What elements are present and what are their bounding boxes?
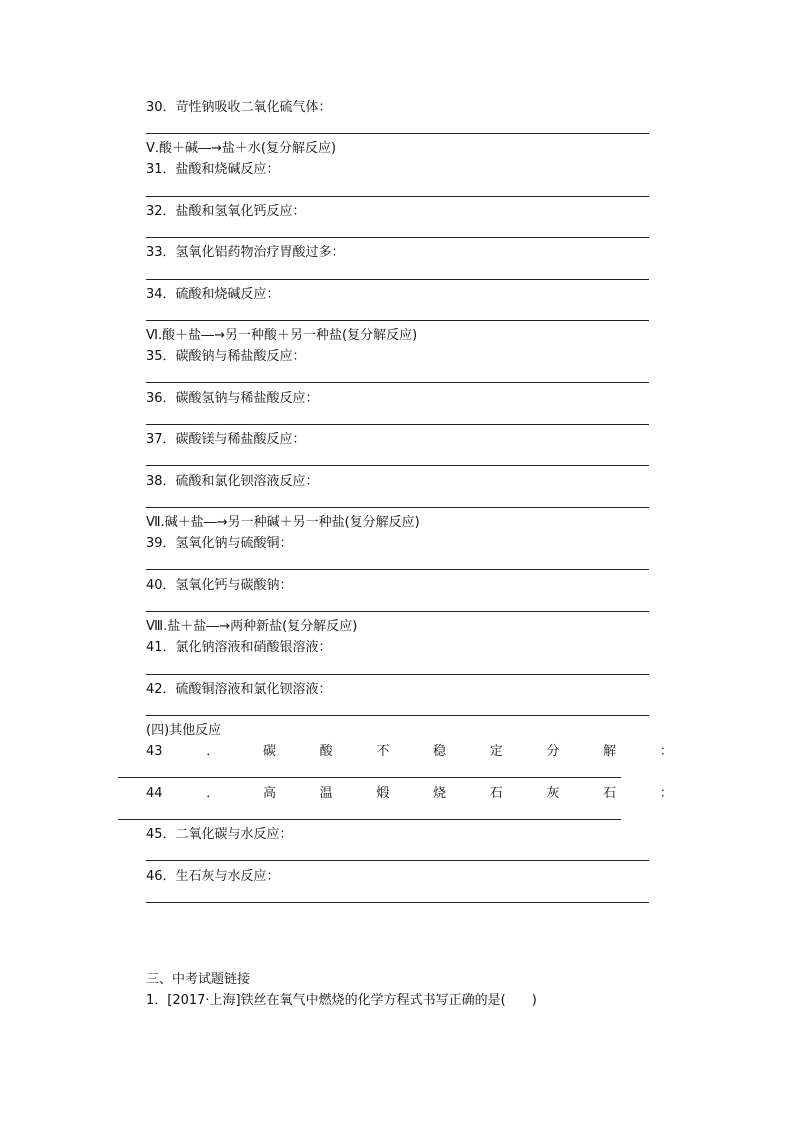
- section-other-heading: (四)其他反应: [146, 723, 222, 738]
- answer-line-37: [146, 465, 649, 466]
- q43-part: 碳: [262, 744, 276, 759]
- q43-part: 酸: [319, 744, 333, 759]
- q44-part: 石: [489, 786, 503, 801]
- answer-line-34: [146, 320, 649, 321]
- question-44: [146, 786, 673, 802]
- q43-part: 定: [489, 744, 503, 759]
- q43-part: 不: [376, 744, 390, 759]
- answer-line-41: [146, 674, 649, 675]
- answer-line-46: [146, 902, 649, 903]
- q44-part: 灰: [546, 786, 560, 801]
- q43-part: 解: [603, 744, 617, 759]
- answer-line-33: [146, 279, 649, 280]
- question-39: 39．氢氧化钠与硫酸铜：: [146, 536, 293, 551]
- answer-line-40: [146, 611, 649, 612]
- q43-part: 分: [546, 744, 560, 759]
- exam-question-1: 1．[2017·上海]铁丝在氧气中燃烧的化学方程式书写正确的是( ): [146, 993, 537, 1008]
- question-38: 38．硫酸和氯化钡溶液反应：: [146, 474, 319, 489]
- question-45: 45．二氧化碳与水反应：: [146, 827, 293, 842]
- question-37: 37．碳酸镁与稀盐酸反应：: [146, 432, 306, 447]
- question-31: 31．盐酸和烧碱反应：: [146, 162, 280, 177]
- section-7-heading: Ⅶ.碱＋盐―→另一种碱＋另一种盐(复分解反应): [146, 515, 420, 530]
- question-46: 46．生石灰与水反应：: [146, 869, 280, 884]
- question-41: 41．氯化钠溶液和硝酸银溶液：: [146, 640, 332, 655]
- q44-part: 烧: [433, 786, 447, 801]
- q44-part: ：: [659, 786, 673, 801]
- section-5-heading: Ⅴ.酸＋碱―→盐＋水(复分解反应): [146, 141, 337, 156]
- q43-part: ．: [206, 744, 220, 759]
- answer-line-32: [146, 237, 649, 238]
- answer-line-36: [146, 424, 649, 425]
- section-8-heading: Ⅷ.盐＋盐―→两种新盐(复分解反应): [146, 619, 358, 634]
- q44-part: ．: [206, 786, 220, 801]
- q43-part: 稳: [433, 744, 447, 759]
- answer-line-38: [146, 507, 649, 508]
- q43-part: ：: [659, 744, 673, 759]
- section-6-heading: Ⅵ.酸＋盐―→另一种酸＋另一种盐(复分解反应): [146, 328, 418, 343]
- answer-line-43: [118, 777, 621, 778]
- answer-line-42: [146, 715, 649, 716]
- q44-part: 温: [319, 786, 333, 801]
- question-35: 35．碳酸钠与稀盐酸反应：: [146, 349, 306, 364]
- answer-line-31: [146, 196, 649, 197]
- q43-part: 43: [146, 744, 163, 759]
- answer-line-30: [146, 133, 649, 134]
- answer-line-35: [146, 382, 649, 383]
- q44-part: 煅: [376, 786, 390, 801]
- answer-line-39: [146, 569, 649, 570]
- question-34: 34．硫酸和烧碱反应：: [146, 287, 280, 302]
- q44-part: 石: [603, 786, 617, 801]
- answer-line-45: [146, 860, 649, 861]
- question-30: 30．苛性钠吸收二氧化硫气体：: [146, 100, 332, 115]
- q44-part: 高: [262, 786, 276, 801]
- question-36: 36．碳酸氢钠与稀盐酸反应：: [146, 391, 319, 406]
- question-40: 40．氢氧化钙与碳酸钠：: [146, 578, 293, 593]
- answer-line-44: [118, 819, 621, 820]
- question-43: [146, 744, 673, 760]
- q44-part: 44: [146, 786, 163, 801]
- question-33: 33．氢氧化铝药物治疗胃酸过多：: [146, 245, 345, 260]
- question-42: 42．硫酸铜溶液和氯化钡溶液：: [146, 682, 332, 697]
- part-3-heading: 三、中考试题链接: [146, 972, 251, 987]
- question-32: 32．盐酸和氢氧化钙反应：: [146, 204, 306, 219]
